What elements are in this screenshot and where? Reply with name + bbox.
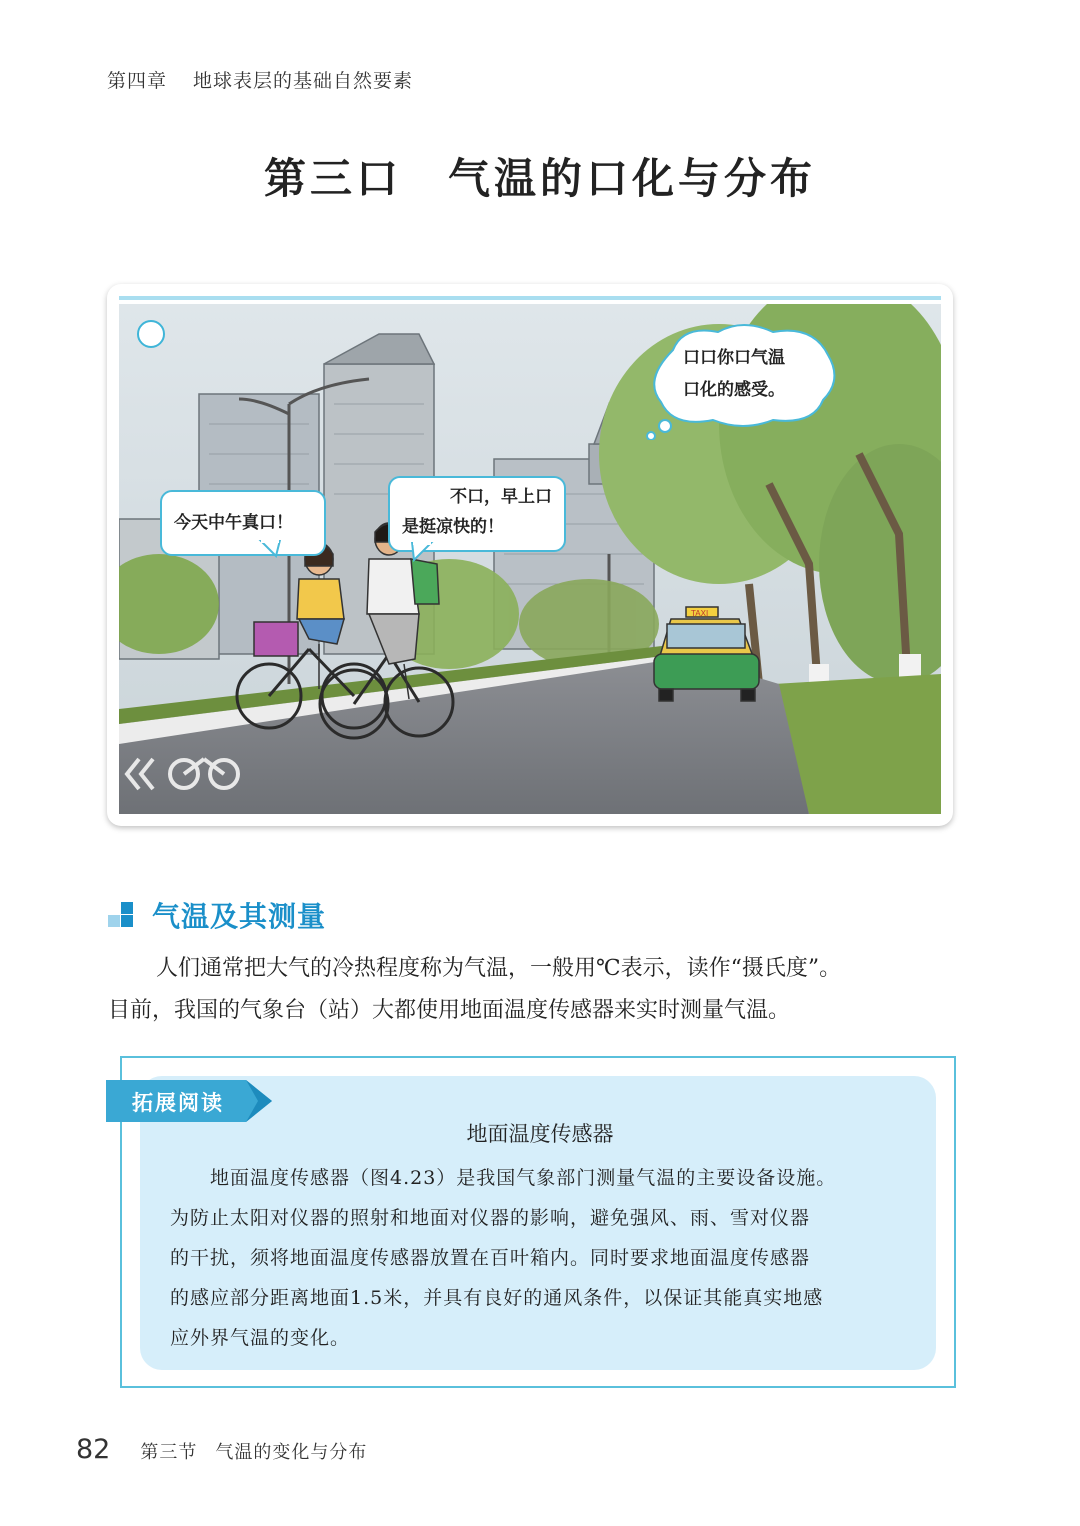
paragraph-line2: 目前，我国的气象台（站）大都使用地面温度传感器来实时测量气温。 <box>108 998 791 1023</box>
extended-reading-tab-label: 拓展阅读 <box>132 1091 224 1115</box>
speech-bubble-boy <box>388 476 566 552</box>
speech-bubble-boy-line2: 是挺凉快的！ <box>402 517 504 537</box>
body-paragraph <box>108 948 970 1032</box>
page-title: 第三口 气温的口化与分布 <box>263 154 816 203</box>
section-title: 气温及其测量 <box>152 900 327 933</box>
speech-bubble-girl-tail <box>258 540 288 560</box>
section-squares-icon <box>108 901 136 929</box>
taxi-sign: TAXI <box>691 609 709 618</box>
paragraph-line1: 人们通常把大气的冷热程度称为气温，一般用℃表示，读作“摄氏度”。 <box>156 956 842 981</box>
illustration-top-line <box>119 296 941 300</box>
extended-reading-text <box>170 1158 910 1358</box>
chapter-label: 第四章 <box>107 70 168 92</box>
extended-reading-line: 为防止太阳对仪器的照射和地面对仪器的影响，避免强风、雨、雪对仪器 <box>170 1207 811 1229</box>
thought-line2: 口化的感受。 <box>683 380 785 400</box>
extended-reading-line: 应外界气温的变化。 <box>170 1327 351 1349</box>
speech-bubble-boy-line1: 不口，早上口 <box>450 487 552 507</box>
speech-bubble-girl-text: 今天中午真口！ <box>174 513 293 533</box>
section-heading <box>108 895 326 935</box>
extended-reading-line: 的干扰，须将地面温度传感器放置在百叶箱内。同时要求地面温度传感器 <box>170 1247 811 1269</box>
extended-reading-line: 的感应部分距离地面1.5米，并具有良好的通风条件，以保证其能真实地感 <box>170 1287 824 1309</box>
footer-section-label: 第三节 <box>140 1442 198 1463</box>
footer-section-title: 气温的变化与分布 <box>215 1442 368 1463</box>
chapter-title: 地球表层的基础自然要素 <box>193 70 414 92</box>
page-footer <box>76 1434 385 1465</box>
page-number: 82 <box>76 1434 111 1465</box>
footer-section <box>140 1438 385 1464</box>
thought-bubble <box>655 328 833 418</box>
thought-line1: 口口你口气温 <box>683 348 785 368</box>
speech-bubble-girl <box>160 490 326 556</box>
circle-marker-icon <box>137 320 165 348</box>
speech-bubble-boy-tail <box>408 542 438 564</box>
extended-reading-title: 地面温度传感器 <box>466 1122 614 1146</box>
extended-reading-line: 地面温度传感器（图4.23）是我国气象部门测量气温的主要设备设施。 <box>210 1167 837 1189</box>
chapter-header <box>107 66 439 93</box>
